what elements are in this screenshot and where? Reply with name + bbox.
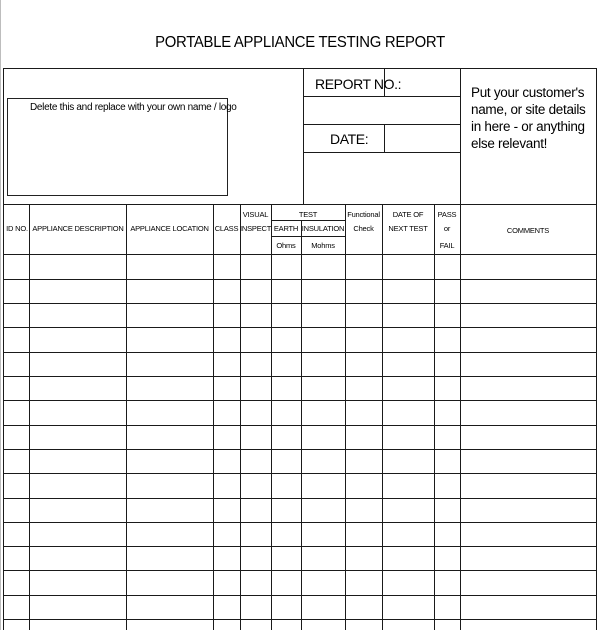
header-date-next-line2: NEXT TEST [388, 224, 428, 233]
table-row[interactable] [4, 377, 596, 400]
table-row[interactable] [4, 474, 596, 497]
header-visual-line1: VISUAL [242, 210, 269, 219]
header-class: CLASS [214, 224, 239, 233]
report-no-field[interactable] [385, 69, 460, 96]
header-appliance-location: APPLIANCE LOCATION [130, 224, 209, 233]
header-appliance-description: APPLIANCE DESCRIPTION [32, 224, 124, 233]
header-pass-line1: PASS [437, 210, 457, 219]
table-row[interactable] [4, 353, 596, 376]
table-row[interactable] [4, 401, 596, 424]
header-earth-unit: Ohms [276, 241, 296, 250]
table-row[interactable] [4, 547, 596, 570]
header-functional-line2: Check [353, 224, 374, 233]
date-label: DATE: [330, 131, 369, 147]
table-row[interactable] [4, 571, 596, 594]
header-functional-line1: Functional [347, 210, 380, 219]
header-visual-line2: INSPECT [240, 224, 272, 233]
table-row[interactable] [4, 256, 596, 279]
header-earth: EARTH [273, 224, 299, 233]
header-insulation: INSULATION [301, 224, 345, 233]
report-title: PORTABLE APPLIANCE TESTING REPORT [155, 34, 445, 51]
table-row[interactable] [4, 450, 596, 473]
table-row[interactable] [4, 304, 596, 327]
table-row[interactable] [4, 426, 596, 449]
table-row[interactable] [4, 280, 596, 303]
header-test-group: TEST [298, 210, 318, 219]
header-insulation-unit: Mohms [311, 241, 335, 250]
table-row[interactable] [4, 620, 596, 643]
table-row[interactable] [4, 523, 596, 546]
header-date-next-line1: DATE OF [392, 210, 424, 219]
customer-note: Put your customer's name, or site details in here - or anything else relevant! [471, 85, 586, 151]
date-field[interactable] [385, 125, 460, 152]
table-row[interactable] [4, 596, 596, 619]
header-pass-line3: FAIL [439, 241, 455, 250]
table-row[interactable] [4, 328, 596, 351]
header-id-no: ID NO. [6, 224, 28, 233]
header-comments: COMMENTS [506, 226, 550, 235]
report-no-label: REPORT NO.: [315, 76, 402, 92]
table-row[interactable] [4, 499, 596, 522]
header-pass-line2: or [443, 224, 451, 233]
logo-placeholder-text: Delete this and replace with your own name / logo [30, 102, 237, 113]
